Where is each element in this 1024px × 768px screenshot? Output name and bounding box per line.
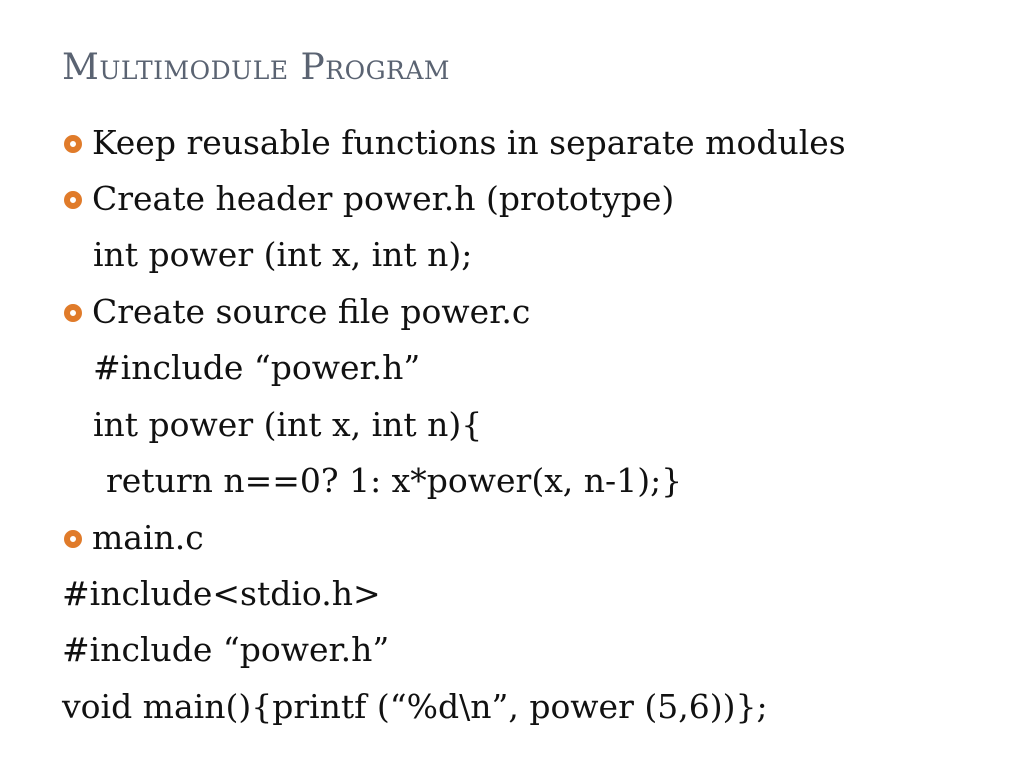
bullet-icon [64, 304, 82, 322]
code-line-include-power: #include “power.h” [93, 348, 421, 387]
code-line-return-statement: return n==0? 1: x*power(x, n-1);} [106, 461, 683, 500]
bullet-icon [64, 530, 82, 548]
code-line-include-power-main: #include “power.h” [62, 630, 390, 669]
bullet-icon [64, 191, 82, 209]
code-line-prototype: int power (int x, int n); [93, 235, 473, 274]
code-line-main-function: void main(){printf (“%d\n”, power (5,6))}; [62, 687, 768, 726]
bullet-text-main-c: main.c [92, 518, 204, 557]
bullet-text-reusable-functions: Keep reusable functions in separate modules [92, 123, 846, 162]
bullet-text-create-source: Create source file power.c [92, 292, 531, 331]
code-line-include-stdio: #include<stdio.h> [62, 574, 381, 613]
slide-title: Multimodule Program [62, 47, 451, 88]
code-line-function-signature: int power (int x, int n){ [93, 405, 483, 444]
bullet-text-create-header: Create header power.h (prototype) [92, 179, 675, 218]
bullet-icon [64, 135, 82, 153]
